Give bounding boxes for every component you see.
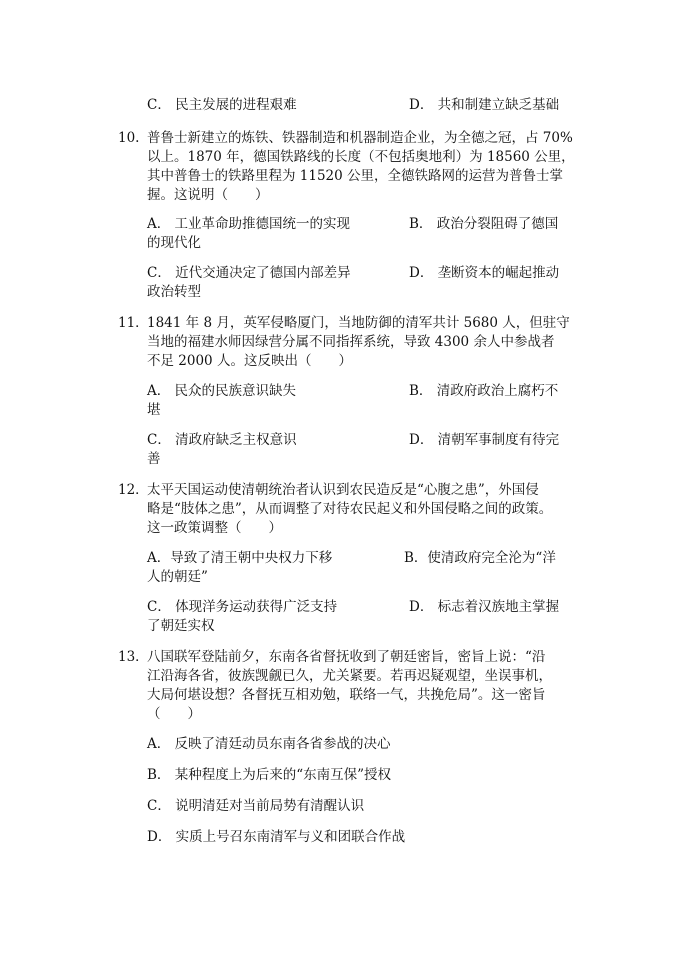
q12-option-b: B．使清政府完全沦为“洋 <box>404 550 556 566</box>
q10-option-a-cont: 的现代化 <box>147 235 201 251</box>
q12-stem-line: 略是“肢体之患”，从而调整了对待农民起义和外国侵略之间的政策。 <box>147 501 553 517</box>
q12-stem-line: 太平天国运动使清朝统治者认识到农民造反是“心腹之患”，外国侵 <box>147 482 539 498</box>
q13-stem-line: 八国联军登陆前夕，东南各省督抚收到了朝廷密旨，密旨上说：“沿 <box>147 649 546 665</box>
q12-option-b-cont: 人的朝廷” <box>147 569 208 585</box>
q13-stem-line: （ ） <box>147 706 201 722</box>
q10-stem-line: 握。这说明（ ） <box>147 187 269 203</box>
q12-option-d: D． 标志着汉族地主掌握 <box>409 599 560 615</box>
q11-option-a: A． 民众的民族意识缺失 <box>147 383 297 399</box>
q10-stem-line: 其中普鲁士的铁路里程为 11520 公里，全德铁路网的运营为普鲁士掌 <box>147 168 564 184</box>
q12-option-a: A．导致了清王朝中央权力下移 <box>147 550 333 566</box>
q11-option-d: D． 清朝军事制度有待完 <box>409 432 560 448</box>
q10-option-d: D． 垄断资本的崛起推动 <box>409 265 560 281</box>
q13-option-d: D． 实质上号召东南清军与义和团联合作战 <box>147 829 406 845</box>
q10-option-a: A． 工业革命助推德国统一的实现 <box>147 216 351 232</box>
q12-stem-line: 这一政策调整（ ） <box>147 520 282 536</box>
q10-stem-line: 以上。1870 年，德国铁路线的长度（不包括奥地利）为 18560 公里， <box>147 149 575 165</box>
q12-option-c: C． 体现洋务运动获得广泛支持 <box>147 599 338 615</box>
q10-number: 10. <box>118 130 140 146</box>
q11-option-b: B． 清政府政治上腐朽不 <box>409 383 559 399</box>
q13-stem-line: 江沿海各省，彼族觊觎已久，尤关紧要。若再迟疑观望，坐误事机， <box>147 668 552 684</box>
q10-option-b: B． 政治分裂阻碍了德国 <box>409 216 559 232</box>
q13-option-c: C． 说明清廷对当前局势有清醒认识 <box>147 798 365 814</box>
q13-option-b: B． 某种程度上为后来的“东南互保”授权 <box>147 767 392 783</box>
q11-option-c: C． 清政府缺乏主权意识 <box>147 432 297 448</box>
q11-number: 11． <box>118 315 149 331</box>
q12-number: 12． <box>118 482 149 498</box>
q11-stem-line: 当地的福建水师因绿营分属不同指挥系统，导致 4300 余人中参战者 <box>147 334 555 350</box>
q9-option-c: C． 民主发展的进程艰难 <box>147 97 297 113</box>
q13-option-a: A． 反映了清廷动员东南各省参战的决心 <box>147 736 391 752</box>
q13-stem-line: 大局何堪设想？各督抚互相劝勉，联络一气，共挽危局”。这一密旨 <box>147 687 546 703</box>
q12-option-d-cont: 了朝廷实权 <box>147 618 215 634</box>
q13-number: 13． <box>118 649 149 665</box>
q10-stem-line: 普鲁士新建立的炼铁、铁器制造和机器制造企业，为全德之冠，占 70% <box>147 130 573 146</box>
q11-option-d-cont: 善 <box>147 451 161 467</box>
q10-option-c-cont: 政治转型 <box>147 284 201 300</box>
q9-option-d: D． 共和制建立缺乏基础 <box>409 97 560 113</box>
q10-option-c: C． 近代交通决定了德国内部差异 <box>147 265 351 281</box>
q11-stem-line: 1841 年 8 月，英军侵略厦门，当地防御的清军共计 5680 人，但驻守 <box>147 315 570 331</box>
q11-stem-line: 不足 2000 人。这反映出（ ） <box>147 353 352 369</box>
q11-option-b-cont: 堪 <box>147 402 161 418</box>
